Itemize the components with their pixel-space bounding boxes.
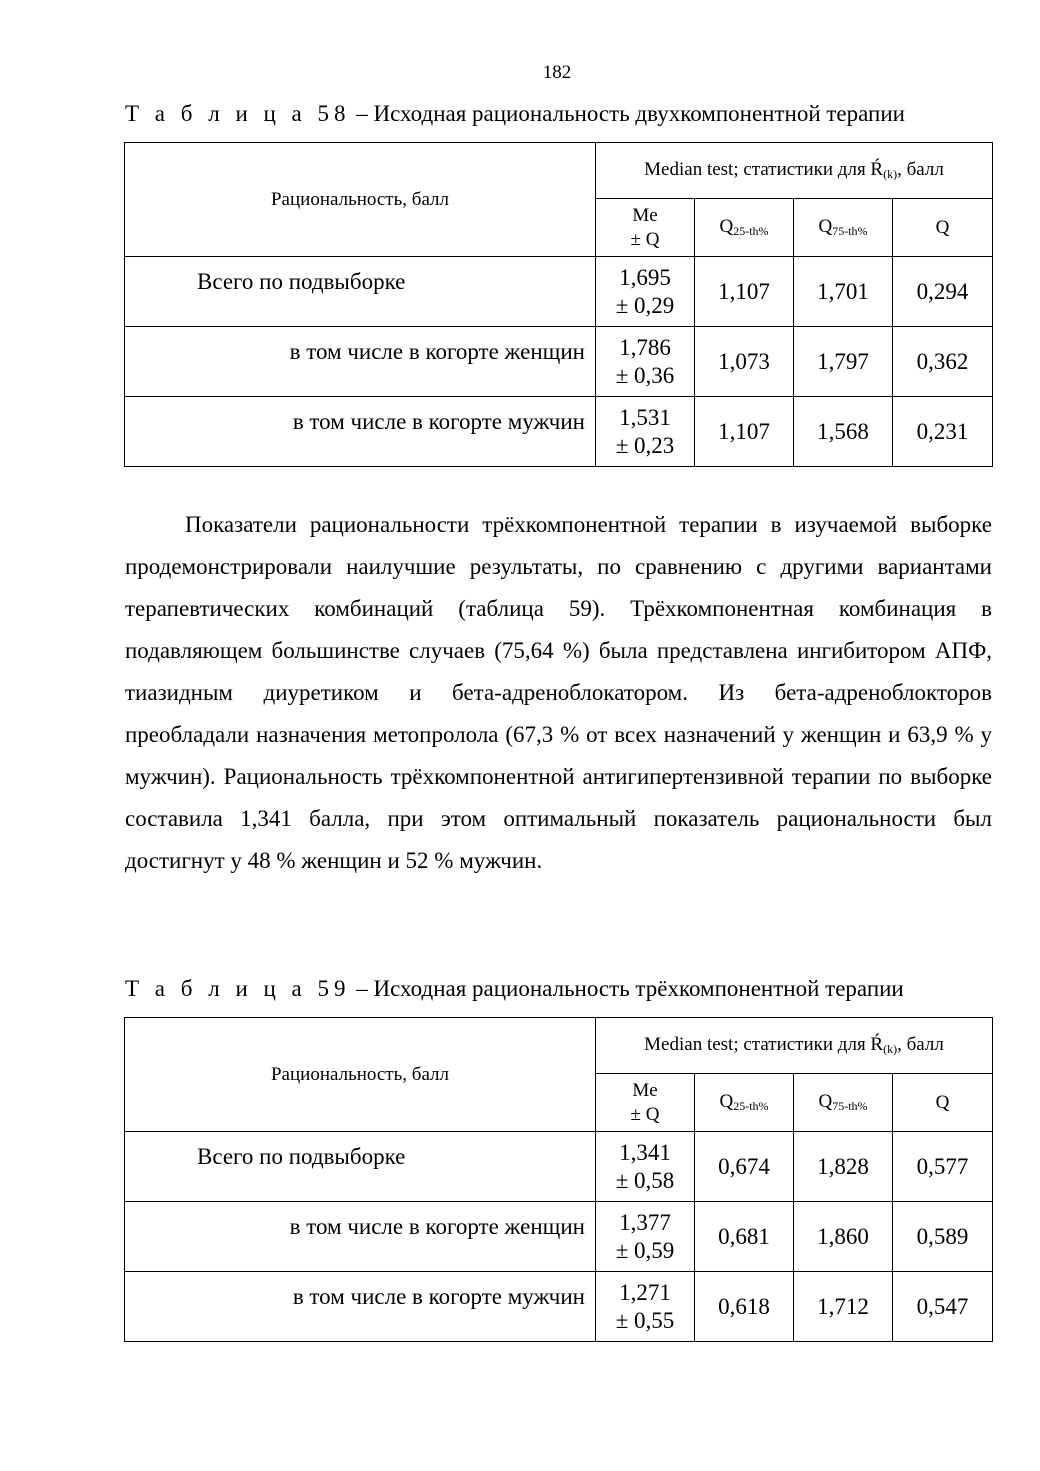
me-cell: 1,377 ± 0,59 xyxy=(596,1202,695,1272)
table-row xyxy=(125,257,993,327)
page-number: 182 xyxy=(542,62,572,83)
q75-cell: 1,712 xyxy=(794,1272,893,1342)
header-median-test-group: Median test; статистики для $Ŕ_{(k)}$, балл xyxy=(596,1018,993,1074)
q-cell: 0,577 xyxy=(893,1132,993,1202)
table-59-caption xyxy=(125,976,904,1002)
table-row xyxy=(125,397,993,467)
header-q75: $Q_{75-th\%}$ xyxy=(794,1074,893,1132)
table-59-caption-text: – Исходная рациональность трёхкомпонентной терапии xyxy=(350,976,904,1001)
header-q: Q xyxy=(893,199,993,257)
header-q: Q xyxy=(893,1074,993,1132)
q25-cell: 1,107 xyxy=(695,397,794,467)
row-label: в том числе в когорте мужчин xyxy=(125,1272,596,1342)
table-row xyxy=(125,1202,993,1272)
header-me-q: Me ± Q xyxy=(596,199,695,257)
q25-cell: 1,073 xyxy=(695,327,794,397)
q75-cell: 1,797 xyxy=(794,327,893,397)
me-cell: 1,531 ± 0,23 xyxy=(596,397,695,467)
table-58-caption-prefix: Т а б л и ц а 58 xyxy=(125,101,351,126)
me-cell: 1,341 ± 0,58 xyxy=(596,1132,695,1202)
me-cell: 1,271 ± 0,55 xyxy=(596,1272,695,1342)
row-label: в том числе в когорте мужчин xyxy=(125,397,596,467)
table-row xyxy=(125,1132,993,1202)
header-rationality-label: Рациональность, балл xyxy=(125,1018,596,1132)
row-label: в том числе в когорте женщин xyxy=(125,1202,596,1272)
table-58 xyxy=(124,142,993,467)
me-cell: 1,695 ± 0,29 xyxy=(596,257,695,327)
q75-cell: 1,568 xyxy=(794,397,893,467)
row-label: Всего по подвыборке xyxy=(125,257,596,327)
header-median-test-group: Median test; статистики для $Ŕ_{(k)}$, балл xyxy=(596,143,993,199)
q25-cell: 0,681 xyxy=(695,1202,794,1272)
q25-cell: 1,107 xyxy=(695,257,794,327)
table-row xyxy=(125,1272,993,1342)
row-label: Всего по подвыборке xyxy=(125,1132,596,1202)
q-cell: 0,589 xyxy=(893,1202,993,1272)
body-paragraph: Показатели рациональности трёхкомпонентной терапии в изучаемой выборке продемонстрировали наилучшие результаты, по сравнению с другими вариантами терапевтических комбинаций (таблица 59). Трёхкомпонентная комбинация в подавляющем большинстве случаев (75,64 %) была представлена ингибитором АПФ, тиазидным диуретиком и бета-адреноблокатором. Из бета-адреноблокторов преобладали назначения метопролола (67,3 % от всех назначений у женщин и 63,9 % у мужчин). Рациональность трёхкомпонентной антигипертензивной терапии по выборке составила 1,341 балла, при этом оптимальный показатель рациональности был достигнут у 48 % женщин и 52 % мужчин. xyxy=(125,512,992,873)
header-rationality-label: Рациональность, балл xyxy=(125,143,596,257)
header-q25: $Q_{25-th\%}$ xyxy=(695,199,794,257)
q75-cell: 1,701 xyxy=(794,257,893,327)
q25-cell: 0,674 xyxy=(695,1132,794,1202)
q-cell: 0,362 xyxy=(893,327,993,397)
q75-cell: 1,860 xyxy=(794,1202,893,1272)
header-q75: $Q_{75-th\%}$ xyxy=(794,199,893,257)
header-me-q: Me ± Q xyxy=(596,1074,695,1132)
q-cell: 0,547 xyxy=(893,1272,993,1342)
q-cell: 0,231 xyxy=(893,397,993,467)
table-row xyxy=(125,327,993,397)
q25-cell: 0,618 xyxy=(695,1272,794,1342)
q75-cell: 1,828 xyxy=(794,1132,893,1202)
row-label: в том числе в когорте женщин xyxy=(125,327,596,397)
table-58-caption xyxy=(125,101,905,127)
me-cell: 1,786 ± 0,36 xyxy=(596,327,695,397)
header-q25: $Q_{25-th\%}$ xyxy=(695,1074,794,1132)
table-58-caption-text: – Исходная рациональность двухкомпонентной терапии xyxy=(350,101,905,126)
table-59 xyxy=(124,1017,993,1342)
q-cell: 0,294 xyxy=(893,257,993,327)
table-59-caption-prefix: Т а б л и ц а 59 xyxy=(125,976,351,1001)
